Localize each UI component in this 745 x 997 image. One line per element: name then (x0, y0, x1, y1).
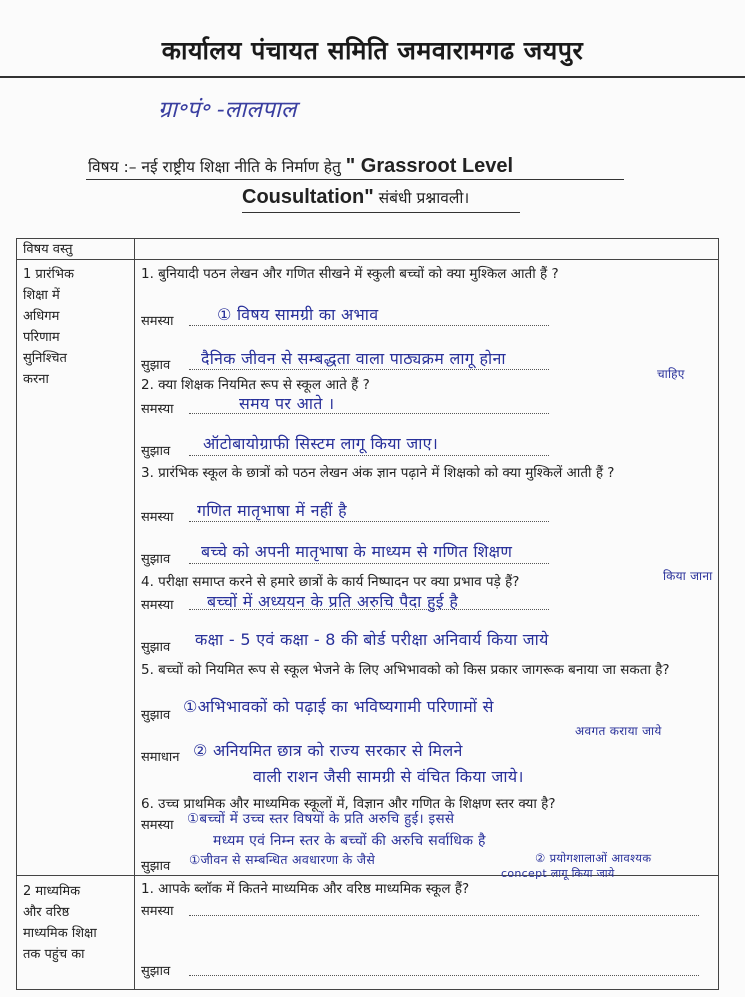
q2-suggestion-answer: ऑटोबायोग्राफी सिस्टम लागू किया जाए। (203, 434, 439, 453)
suggestion-label: सुझाव (141, 358, 171, 373)
section1-label-line: शिक्षा में (23, 288, 60, 303)
solution-label: समाधान (141, 750, 180, 765)
subject-line (88, 155, 513, 178)
questionnaire-table (16, 238, 719, 990)
answer-line (189, 915, 699, 916)
suggestion-label: सुझाव (141, 444, 171, 459)
suggestion-label: सुझाव (141, 640, 171, 655)
question-2: 2. क्या शिक्षक नियमित रूप से स्कूल आते हैं ? (141, 377, 370, 393)
section2-label-line: तक पहुंच का (23, 947, 85, 962)
problem-label: समस्या (141, 818, 174, 833)
question-6: 6. उच्च प्राथमिक और माध्यमिक स्कूलों में, विज्ञान और गणित के शिक्षण स्तर क्या है? (141, 796, 556, 812)
q6-problem-answer-2: मध्यम एवं निम्न स्तर के बच्चों की अरुचि सर्वाधिक है (213, 833, 486, 849)
section2-label-line: 2 माध्यमिक (23, 884, 81, 899)
q3-suggestion-answer-2: किया जाना (663, 569, 713, 583)
subject-underline-2 (242, 212, 520, 213)
q1-problem-answer: ① विषय सामग्री का अभाव (217, 305, 379, 324)
q5-suggestion-answer: ①अभिभावकों को पढ़ाई का भविष्यगामी परिणामों से (183, 697, 494, 716)
subject-underline (86, 179, 624, 180)
question-1: 1. बुनियादी पठन लेखन और गणित सीखने में स्कुली बच्चों को क्या मुश्किल आती हैं ? (141, 266, 559, 282)
section1-label-line: सुनिश्चित (23, 351, 67, 366)
subject-english-2: Cousultation" (242, 186, 374, 208)
problem-label: समस्या (141, 598, 174, 613)
problem-label: समस्या (141, 402, 174, 417)
answer-line (189, 521, 549, 522)
q6-problem-answer: ①बच्चों में उच्च स्तर विषयों के प्रति अरुचि हुई। इससे (187, 811, 455, 827)
q6-suggestion-answer-3: concept लागू किया जाये (501, 867, 615, 880)
gram-panchayat-handwritten: ग्रा॰पं॰ -लालपाल (158, 97, 297, 123)
subject-line-2 (242, 186, 469, 209)
q5-solution-answer-2: वाली राशन जैसी सामग्री से वंचित किया जाये। (253, 767, 524, 786)
q4-suggestion-answer: कक्षा - 5 एवं कक्षा - 8 की बोर्ड परीक्षा अनिवार्य किया जाये (195, 630, 549, 649)
answer-line (189, 455, 549, 456)
q4-problem-answer: बच्चों में अध्ययन के प्रति अरुचि पैदा हुई है (207, 592, 459, 611)
answer-line (189, 975, 699, 976)
office-title: कार्यालय पंचायत समिति जमवारामगढ जयपुर (161, 36, 584, 65)
suggestion-label: सुझाव (141, 552, 171, 567)
q3-problem-answer: गणित मातृभाषा में नहीं है (197, 501, 347, 520)
header-left: विषय वस्तु (23, 242, 73, 257)
subject-prefix: विषय :– नई राष्ट्रीय शिक्षा नीति के निर्माण हेतु (88, 158, 341, 176)
subject-english: " Grassroot Level (345, 155, 514, 177)
answer-line (189, 563, 549, 564)
q1-suggestion-answer-2: चाहिए (657, 367, 685, 381)
q5-solution-answer: ② अनियमित छात्र को राज्य सरकार से मिलने (193, 741, 463, 760)
question-3: 3. प्रारंभिक स्कूल के छात्रों को पठन लेखन अंक ज्ञान पढ़ाने में शिक्षको को क्या मुश्किलें आती हैं ? (141, 465, 615, 481)
section1-label (23, 264, 74, 390)
section1-label-line: करना (23, 372, 49, 387)
q5-suggestion-answer-2: अवगत कराया जाये (575, 724, 662, 738)
question-5: 5. बच्चों को नियमित रूप से स्कूल भेजने के लिए अभिभावको को किस प्रकार जागरूक बनाया जा सकता है? (141, 662, 670, 678)
q1-suggestion-answer: दैनिक जीवन से सम्बद्धता वाला पाठ्यक्रम लागू होना (201, 349, 506, 368)
suggestion-label: सुझाव (141, 708, 171, 723)
problem-label: समस्या (141, 510, 174, 525)
answer-line (189, 325, 549, 326)
question-4: 4. परीक्षा समाप्त करने से हमारे छात्रों के कार्य निष्पादन पर क्या प्रभाव पड़े हैं? (141, 574, 520, 590)
q3-suggestion-answer: बच्चे को अपनी मातृभाषा के माध्यम से गणित शिक्षण (201, 542, 513, 561)
problem-label: समस्या (141, 904, 174, 919)
q6-suggestion-answer-2: ② प्रयोगशालाओं आवश्यक (535, 851, 652, 865)
section2-label-line: और वरिष्ठ (23, 905, 70, 920)
header-row-divider (17, 259, 718, 260)
section2-question-1: 1. आपके ब्लॉक में कितने माध्यमिक और वरिष्ठ माध्यमिक स्कूल हैं? (141, 881, 470, 897)
subject-suffix: संबंधी प्रश्नावली। (378, 189, 470, 207)
section2-label (23, 881, 97, 965)
q6-suggestion-answer: ①जीवन से सम्बन्धित अवधारणा के जैसे (189, 852, 376, 867)
problem-label: समस्या (141, 314, 174, 329)
section1-label-line: अधिगम (23, 309, 60, 324)
column-divider (134, 239, 135, 989)
answer-line (189, 369, 549, 370)
q2-problem-answer: समय पर आते । (239, 394, 335, 413)
section2-label-line: माध्यमिक शिक्षा (23, 926, 97, 941)
suggestion-label: सुझाव (141, 859, 171, 874)
suggestion-label: सुझाव (141, 964, 171, 979)
section1-label-line: 1 प्रारंभिक (23, 267, 74, 282)
title-underline (0, 76, 745, 78)
section1-label-line: परिणाम (23, 330, 60, 345)
